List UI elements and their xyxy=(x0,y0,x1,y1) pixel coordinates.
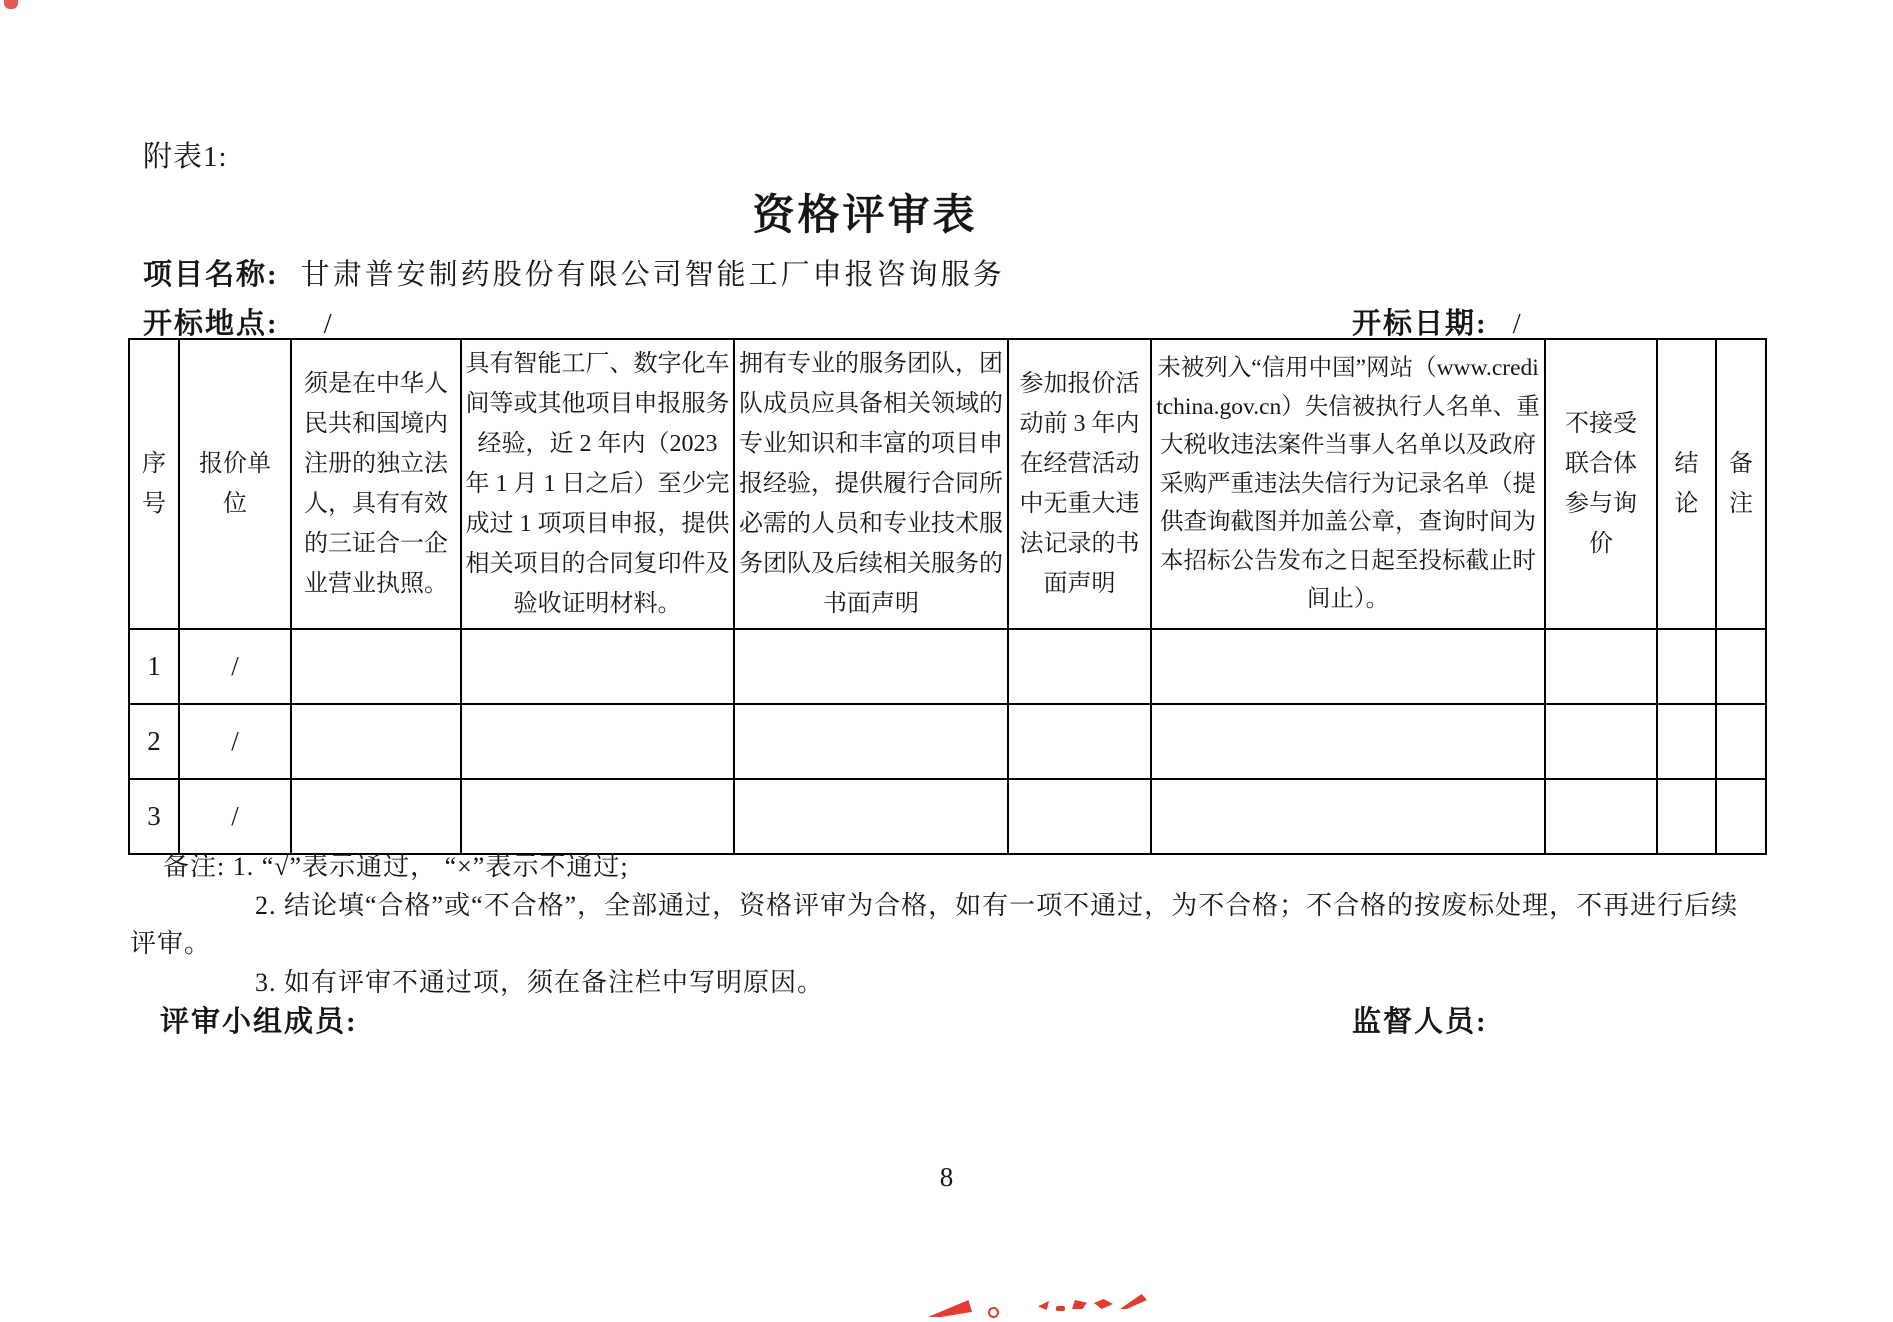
empty-cell xyxy=(1657,704,1716,779)
table-row xyxy=(129,629,1766,704)
empty-cell xyxy=(1716,629,1766,704)
bid-location-value: / xyxy=(323,308,332,340)
stamp-fragment xyxy=(988,1307,999,1318)
row-seq-no: 1 xyxy=(129,629,179,704)
bid-date-value: / xyxy=(1512,308,1521,340)
empty-cell xyxy=(734,629,1008,704)
appendix-label: 附表1: xyxy=(143,141,228,173)
stamp-fragment xyxy=(1038,1301,1049,1310)
header-no-consortium: 不接受联合体参与询价 xyxy=(1545,339,1657,629)
note-line-1: 备注: 1. “√”表示通过， “×”表示不通过; xyxy=(163,852,629,881)
table-row xyxy=(129,779,1766,854)
page-number: 8 xyxy=(939,1162,954,1192)
empty-cell xyxy=(1008,779,1151,854)
row-quoting-unit: / xyxy=(179,629,291,704)
empty-cell xyxy=(291,629,461,704)
header-no-violation: 参加报价活动前 3 年内在经营活动中无重大违法记录的书面声明 xyxy=(1008,339,1151,629)
note-line-2-continued: 评审。 xyxy=(130,929,212,958)
header-legal-entity: 须是在中华人民共和国境内注册的独立法人，具有有效的三证合一企业营业执照。 xyxy=(291,339,461,629)
empty-cell xyxy=(1545,704,1657,779)
row-seq-no: 3 xyxy=(129,779,179,854)
header-remarks: 备注 xyxy=(1716,339,1766,629)
header-seq-no: 序号 xyxy=(129,339,179,629)
row-quoting-unit: / xyxy=(179,779,291,854)
empty-cell xyxy=(1151,629,1545,704)
project-name-label: 项目名称: xyxy=(143,259,279,291)
qualification-table xyxy=(128,338,1767,855)
stamp-fragment xyxy=(1094,1299,1113,1309)
stamp-fragment xyxy=(928,1300,972,1317)
empty-cell xyxy=(291,704,461,779)
empty-cell xyxy=(1716,704,1766,779)
header-credit-china: 未被列入“信用中国”网站（www.creditchina.gov.cn）失信被执行人名单、重大税收违法案件当事人名单以及政府采购严重违法失信行为记录名单（提供查询截图并加盖公章，查询时间为本招标公告发布之日起至投标截止时间止）。 xyxy=(1151,339,1545,629)
empty-cell xyxy=(461,629,734,704)
project-name-value: 甘肃普安制药股份有限公司智能工厂申报咨询服务 xyxy=(300,259,1005,291)
empty-cell xyxy=(1151,779,1545,854)
empty-cell xyxy=(461,779,734,854)
bid-location-line xyxy=(143,301,332,342)
empty-cell xyxy=(291,779,461,854)
header-service-team: 拥有专业的服务团队，团队成员应具备相关领域的专业知识和丰富的项目申报经验，提供履行合同所必需的人员和专业技术服务团队及后续相关服务的书面声明 xyxy=(734,339,1008,629)
remarks-notes xyxy=(130,848,1830,1002)
page-title: 资格评审表 xyxy=(752,193,978,239)
header-experience: 具有智能工厂、数字化车间等或其他项目申报服务经验，近 2 年内（2023 年 1 月 1 日之后）至少完成过 1 项项目申报，提供相关项目的合同复印件及验收证明材料。 xyxy=(461,339,734,629)
row-seq-no: 2 xyxy=(129,704,179,779)
empty-cell xyxy=(1657,629,1716,704)
supervisor-label: 监督人员: xyxy=(1352,1006,1488,1038)
empty-cell xyxy=(1657,779,1716,854)
empty-cell xyxy=(461,704,734,779)
empty-cell xyxy=(1151,704,1545,779)
stamp-fragment xyxy=(1056,1306,1065,1311)
empty-cell xyxy=(1545,779,1657,854)
note-line-3: 3. 如有评审不通过项，须在备注栏中写明原因。 xyxy=(255,967,825,997)
empty-cell xyxy=(1716,779,1766,854)
header-quoting-unit: 报价单位 xyxy=(179,339,291,629)
header-conclusion: 结论 xyxy=(1657,339,1716,629)
stamp-fragment xyxy=(1072,1300,1087,1309)
empty-cell xyxy=(1545,629,1657,704)
bid-location-label: 开标地点: xyxy=(143,308,279,340)
stamp-fragment xyxy=(1120,1294,1147,1309)
table-header-row xyxy=(129,339,1766,629)
bid-date-label: 开标日期: xyxy=(1352,308,1488,340)
stamp-fragment-top xyxy=(4,0,18,9)
note-line-2: 2. 结论填“合格”或“不合格”，全部通过，资格评审为合格，如有一项不通过，为不合格；不合格的按废标处理，不再进行后续 xyxy=(255,890,1739,920)
row-quoting-unit: / xyxy=(179,704,291,779)
empty-cell xyxy=(734,704,1008,779)
table-row xyxy=(129,704,1766,779)
review-panel-members-label: 评审小组成员: xyxy=(160,1006,358,1038)
empty-cell xyxy=(734,779,1008,854)
empty-cell xyxy=(1008,629,1151,704)
project-name-line xyxy=(143,252,1005,293)
empty-cell xyxy=(1008,704,1151,779)
bid-date-line xyxy=(1352,301,1521,342)
